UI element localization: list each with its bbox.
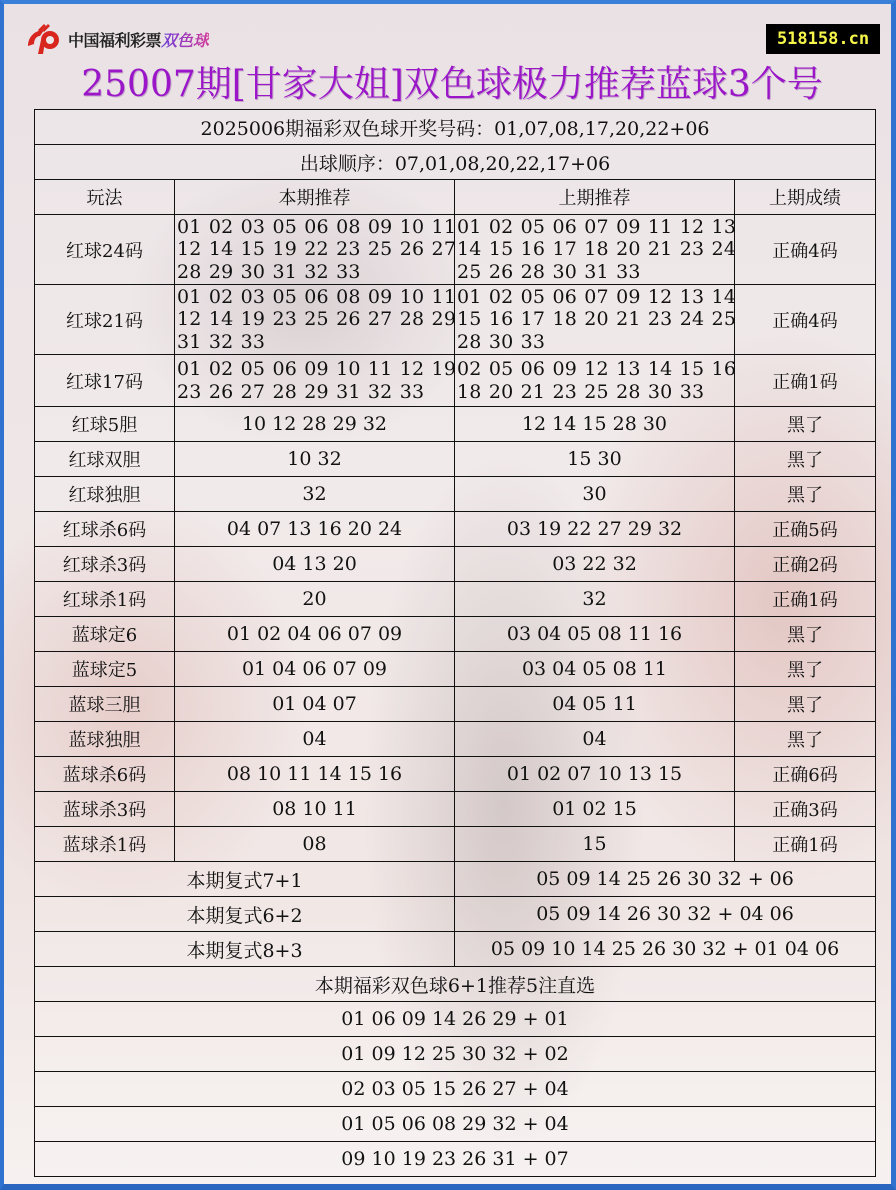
- previous-numbers: 15: [455, 827, 735, 862]
- previous-result: 正确4码: [735, 285, 876, 355]
- number-line: 01 02 03 05 06 08 09 10 11: [177, 285, 457, 308]
- table-row: [35, 215, 876, 285]
- number-line: 01 02 05 06 07 09 11 12 13: [457, 215, 737, 238]
- combo-label: 本期复式6+2: [35, 897, 455, 932]
- play-name: 蓝球三胆: [35, 687, 175, 722]
- previous-result: 黑了: [735, 442, 876, 477]
- number-line: 28 29 30 31 32 33: [177, 260, 361, 283]
- previous-numbers: 03 04 05 08 11: [455, 652, 735, 687]
- current-numbers: 08 10 11 14 15 16: [175, 757, 455, 792]
- welfare-lottery-logo: [24, 24, 209, 54]
- previous-result: 正确2码: [735, 547, 876, 582]
- number-line: 25 26 28 30 31 33: [457, 260, 641, 283]
- play-name: 红球24码: [35, 215, 175, 285]
- play-name: 红球5胆: [35, 407, 175, 442]
- previous-result: 黑了: [735, 722, 876, 757]
- combo-label: 本期复式8+3: [35, 932, 455, 967]
- pick-numbers: 01 06 09 14 26 29 + 01: [35, 1002, 876, 1037]
- previous-result: 黑了: [735, 687, 876, 722]
- header-current: 本期推荐: [175, 180, 455, 215]
- header-previous: 上期推荐: [455, 180, 735, 215]
- table-row: [35, 407, 876, 442]
- play-name: 蓝球定6: [35, 617, 175, 652]
- current-numbers: 01 04 07: [175, 687, 455, 722]
- previous-result: 黑了: [735, 477, 876, 512]
- previous-result: 正确3码: [735, 792, 876, 827]
- previous-result: 正确6码: [735, 757, 876, 792]
- page-title: 25007期[甘家大姐]双色球极力推荐蓝球3个号: [81, 64, 823, 105]
- play-name: 红球独胆: [35, 477, 175, 512]
- pick-row: [35, 1142, 876, 1177]
- table-row: [35, 792, 876, 827]
- current-numbers: 04: [175, 722, 455, 757]
- current-numbers: 08: [175, 827, 455, 862]
- number-line: 28 30 33: [457, 330, 546, 353]
- lottery-logo-icon: [24, 24, 64, 54]
- number-line: 23 26 27 28 29 31 32 33: [177, 380, 425, 403]
- draw-result: 2025006期福彩双色球开奖号码：01,07,08,17,20,22+06: [35, 110, 876, 145]
- number-line: 18 20 21 23 25 28 30 33: [457, 380, 705, 403]
- draw-order: 出球顺序：07,01,08,20,22,17+06: [35, 145, 876, 180]
- table-header-row: [35, 180, 876, 215]
- number-line: 01 02 05 06 09 10 11 12 19: [177, 358, 457, 380]
- pick-row: [35, 1037, 876, 1072]
- number-line: 12 14 19 23 25 26 27 28 29: [177, 308, 457, 331]
- number-line: 02 05 06 09 12 13 14 15 16: [457, 358, 737, 380]
- previous-numbers: 03 22 32: [455, 547, 735, 582]
- table-row: [35, 827, 876, 862]
- play-name: 红球杀1码: [35, 582, 175, 617]
- number-line: 12 14 15 19 22 23 25 26 27: [177, 238, 457, 261]
- table-row: [35, 722, 876, 757]
- current-numbers: 01 04 06 07 09: [175, 652, 455, 687]
- table-row: [35, 285, 876, 355]
- table-row: [35, 512, 876, 547]
- previous-result: 正确5码: [735, 512, 876, 547]
- table-row: [35, 355, 876, 407]
- logo-text: 中国福利彩票: [68, 30, 162, 50]
- picks-title-row: [35, 967, 876, 1002]
- previous-result: 正确1码: [735, 582, 876, 617]
- current-numbers: [175, 215, 455, 285]
- current-numbers: 04 13 20: [175, 547, 455, 582]
- picks-title: 本期福彩双色球6+1推荐5注直选: [35, 967, 876, 1002]
- play-name: 蓝球独胆: [35, 722, 175, 757]
- previous-numbers: [455, 285, 735, 355]
- previous-numbers: [455, 355, 735, 407]
- current-numbers: 10 32: [175, 442, 455, 477]
- logo-product: 双色球: [161, 28, 209, 51]
- number-line: 01 02 05 06 07 09 12 13 14: [457, 285, 737, 308]
- previous-numbers: [455, 215, 735, 285]
- site-badge[interactable]: 518158.cn: [766, 24, 880, 54]
- pick-numbers: 09 10 19 23 26 31 + 07: [35, 1142, 876, 1177]
- pick-row: [35, 1107, 876, 1142]
- header-result: 上期成绩: [735, 180, 876, 215]
- current-numbers: 01 02 04 06 07 09: [175, 617, 455, 652]
- table-row: [35, 757, 876, 792]
- play-name: 蓝球杀6码: [35, 757, 175, 792]
- previous-numbers: 04 05 11: [455, 687, 735, 722]
- previous-result: 正确4码: [735, 215, 876, 285]
- combo-row: [35, 932, 876, 967]
- previous-result: 正确1码: [735, 355, 876, 407]
- previous-numbers: 30: [455, 477, 735, 512]
- pick-numbers: 01 09 12 25 30 32 + 02: [35, 1037, 876, 1072]
- play-name: 蓝球杀1码: [35, 827, 175, 862]
- table-row: [35, 582, 876, 617]
- table-row: [35, 687, 876, 722]
- play-name: 红球双胆: [35, 442, 175, 477]
- play-name: 红球21码: [35, 285, 175, 355]
- current-numbers: 08 10 11: [175, 792, 455, 827]
- current-numbers: [175, 285, 455, 355]
- draw-result-row: [35, 110, 876, 145]
- previous-numbers: 32: [455, 582, 735, 617]
- play-name: 蓝球杀3码: [35, 792, 175, 827]
- play-name: 红球杀6码: [35, 512, 175, 547]
- previous-numbers: 04: [455, 722, 735, 757]
- previous-numbers: 01 02 15: [455, 792, 735, 827]
- table-row: [35, 442, 876, 477]
- previous-result: 黑了: [735, 652, 876, 687]
- pick-numbers: 01 05 06 08 29 32 + 04: [35, 1107, 876, 1142]
- pick-row: [35, 1002, 876, 1037]
- recommendation-table: [34, 109, 876, 1177]
- number-line: 01 02 03 05 06 08 09 10 11: [177, 215, 457, 238]
- table-row: [35, 652, 876, 687]
- play-name: 蓝球定5: [35, 652, 175, 687]
- combo-label: 本期复式7+1: [35, 862, 455, 897]
- current-numbers: 20: [175, 582, 455, 617]
- combo-row: [35, 862, 876, 897]
- current-numbers: [175, 355, 455, 407]
- previous-numbers: 15 30: [455, 442, 735, 477]
- current-numbers: 04 07 13 16 20 24: [175, 512, 455, 547]
- combo-row: [35, 897, 876, 932]
- previous-numbers: 01 02 07 10 13 15: [455, 757, 735, 792]
- play-name: 红球杀3码: [35, 547, 175, 582]
- current-numbers: 10 12 28 29 32: [175, 407, 455, 442]
- pick-numbers: 02 03 05 15 26 27 + 04: [35, 1072, 876, 1107]
- table-row: [35, 617, 876, 652]
- combo-numbers: 05 09 14 26 30 32 + 04 06: [455, 897, 876, 932]
- play-name: 红球17码: [35, 355, 175, 407]
- number-line: 14 15 16 17 18 20 21 23 24: [457, 238, 737, 261]
- table-row: [35, 547, 876, 582]
- previous-result: 黑了: [735, 617, 876, 652]
- current-numbers: 32: [175, 477, 455, 512]
- pick-row: [35, 1072, 876, 1107]
- draw-order-row: [35, 145, 876, 180]
- previous-numbers: 03 19 22 27 29 32: [455, 512, 735, 547]
- table-row: [35, 477, 876, 512]
- header-play: 玩法: [35, 180, 175, 215]
- previous-result: 黑了: [735, 407, 876, 442]
- combo-numbers: 05 09 14 25 26 30 32 + 06: [455, 862, 876, 897]
- previous-numbers: 12 14 15 28 30: [455, 407, 735, 442]
- number-line: 31 32 33: [177, 330, 266, 353]
- previous-numbers: 03 04 05 08 11 16: [455, 617, 735, 652]
- number-line: 15 16 17 18 20 21 23 24 25: [457, 308, 737, 331]
- previous-result: 正确1码: [735, 827, 876, 862]
- combo-numbers: 05 09 10 14 25 26 30 32 + 01 04 06: [455, 932, 876, 967]
